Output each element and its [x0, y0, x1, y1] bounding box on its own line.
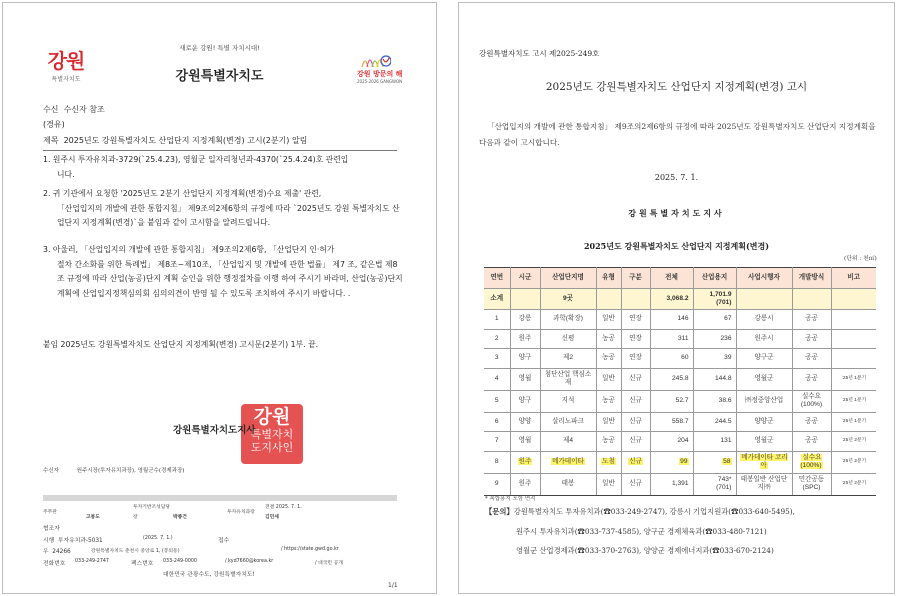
- table-title: 2025년도 강원특별자치도 산업단지 지정계획(변경): [583, 241, 770, 251]
- paragraph-3-rest: 절차 간소화를 위한 특례법」 제8조~제10조, 「산업입지 및 개발에 관한 법률」 제7 조, 같은법 제8조 규정에 따라 산업(농공)단지 계획 승인을 위한 행정절차를 이행 하여 주시기 바라며, 산업(농공)단지 계획에 산업입지정책심의회 심의의견이 반영 될 수 있도록 조치하여 주시기 바랍니다. .: [57, 259, 403, 298]
- head-label-2: 장: [133, 515, 138, 520]
- cell-industrial-value: 743*: [717, 476, 732, 483]
- paragraph-2-rest: 「산업입지의 개발에 관한 통합지침」 제9조의2제6항의 규정에 따라 `2025년도 강원 특별자치도 산업단지 지정계획(변경)`을 붙임과 같이 고시함을 알려드립니다.: [57, 203, 400, 227]
- recipient-line: [43, 104, 105, 115]
- cell-kind: 연장: [621, 349, 650, 369]
- highlighted-text: 메가데이타: [552, 458, 584, 465]
- seal-line-2: 특별자치: [250, 428, 294, 441]
- cell-operator: [736, 451, 792, 473]
- cell-method: [792, 451, 831, 473]
- cell-city: 양구: [510, 349, 540, 369]
- cell-city: 양구: [510, 390, 540, 412]
- cell-operator: 양구군: [736, 349, 792, 369]
- cell-no: 1: [484, 310, 510, 330]
- cell-total: 52.7: [650, 390, 693, 412]
- cell-method: 실수요 (100%): [792, 390, 831, 412]
- cell-industrial: 131: [693, 432, 736, 452]
- cell-name: 살리노파크: [540, 412, 596, 432]
- cell-total: 1,391: [650, 473, 693, 495]
- cell-city: 원주: [510, 473, 540, 495]
- highlighted-text: 메가데이타 코리아: [741, 454, 788, 469]
- logo-caption: 2025-2026 GANGWON: [357, 79, 403, 84]
- recipient-value: 수신자 참조: [63, 105, 105, 114]
- cell-industrial: 236: [693, 329, 736, 349]
- contact-line-2: 원주시 투자유치과(☎033-737-4585), 양구군 경제체육과(☎033-480-7121): [516, 527, 767, 536]
- logo-badge: 강원 방문의 해: [357, 70, 403, 78]
- cell-name: 제4: [540, 432, 596, 452]
- address-line: [43, 546, 71, 555]
- table-row: [484, 473, 876, 495]
- email-link[interactable]: / kyd7660@korea.kr: [225, 559, 274, 564]
- cell-total: 558.7: [650, 412, 693, 432]
- contact-line-3: 영월군 산업경제과(☎033-370-2763), 양양군 경제에너지과(☎033-670-2124): [516, 546, 774, 555]
- paragraph-1-rest: 니다.: [57, 169, 75, 179]
- visit-year-logo-icon: [353, 53, 403, 87]
- website-link[interactable]: / https://state.gwd.go.kr: [281, 547, 339, 552]
- highlighted-text: 신규: [629, 458, 642, 465]
- cell-name: 과학(확장): [540, 310, 596, 330]
- cell-note: `25년 1분기: [831, 368, 876, 390]
- via-line: (경유): [43, 120, 65, 129]
- cell-operator: 영월군: [736, 432, 792, 452]
- table-row: [484, 390, 876, 412]
- cell-total: 60: [650, 349, 693, 369]
- cell-kind: [621, 451, 650, 473]
- cell-total: [650, 451, 693, 473]
- cell-type: 일반: [596, 368, 621, 390]
- cell-name: 제2: [540, 349, 596, 369]
- cell-note: `25년 2분기: [831, 473, 876, 495]
- highlighted-text: 원주: [518, 458, 532, 465]
- receivers-line: [43, 466, 184, 474]
- cell-operator: 원주시: [736, 329, 792, 349]
- header-operator: 사업시행자: [736, 268, 792, 289]
- phone-number: 033-249-2747: [75, 559, 109, 564]
- cell-industrial-sub: (701): [716, 484, 732, 491]
- governor-title: 강원특별자치도지사: [628, 208, 725, 218]
- highlighted-text: 실수요 (100%): [800, 454, 822, 469]
- cell-city: 영월: [510, 432, 540, 452]
- cell-name: 지석: [540, 390, 596, 412]
- page-number: 1/1: [388, 582, 398, 589]
- header-industrial-land: 산업용지: [693, 268, 736, 289]
- cell-type: 농공: [596, 432, 621, 452]
- phone-label: 전화번호: [43, 561, 66, 567]
- table-row: [484, 432, 876, 452]
- cell-industrial: [693, 473, 736, 495]
- header-city: 시군: [510, 268, 540, 289]
- header-dev-method: 개발방식: [792, 268, 831, 289]
- cell-note: [831, 310, 876, 330]
- table-row: [484, 310, 876, 330]
- drafter-name: 고봉도: [86, 515, 100, 520]
- head-label: 투자기반조성담당: [133, 505, 171, 510]
- highlighted-text: 58: [723, 458, 731, 465]
- table-header-row: [484, 268, 876, 289]
- receivers-value: 원주시장(투자유치과장), 영월군수(경제과장): [76, 468, 185, 474]
- cell-no: 8: [484, 451, 510, 473]
- head-name: 박종건: [173, 515, 187, 520]
- cell-kind: 신규: [621, 473, 650, 495]
- cell-note: `25년 1분기: [831, 412, 876, 432]
- cell-city: 원주: [510, 329, 540, 349]
- seal-line-3: 도지사인: [250, 441, 294, 454]
- contact-text-1: 강원특별자치도 투자유치과(☎033-249-2747), 강릉시 기업지원과(☎033-640-5495),: [513, 507, 795, 516]
- cell-operator: 양양군: [736, 412, 792, 432]
- cell-method: 공공: [792, 349, 831, 369]
- cell-note: `25년 2분기: [831, 432, 876, 452]
- cell-name: 태봉: [540, 473, 596, 495]
- cell-industrial: 144.8: [693, 368, 736, 390]
- subject-label: 제목: [43, 136, 59, 145]
- attachment-line: 붙임 2025년도 강원특별자치도 산업단지 지정계획(변경) 고시문(2분기) 1부. 끝.: [43, 340, 319, 349]
- postal-label: 우: [43, 549, 49, 555]
- contact-line-1: [485, 507, 795, 517]
- cell-method: 민간공동 (SPC): [792, 473, 831, 495]
- cell-industrial: 244.5: [693, 412, 736, 432]
- cell-method: 공공: [792, 432, 831, 452]
- cell-type: [596, 451, 621, 473]
- table-row: [484, 329, 876, 349]
- cell-city: [510, 451, 540, 473]
- paragraph-2-line1: 2. 귀 기관에서 요청한 '2025년도 2분기 산업단지 지정계획(변경)수요 제출' 관련,: [43, 189, 322, 198]
- cell-total: 146: [650, 310, 693, 330]
- cell-method: 공공: [792, 329, 831, 349]
- empty-cell: [736, 289, 792, 310]
- empty-cell: [510, 289, 540, 310]
- cell-no: 3: [484, 349, 510, 369]
- org-title: 강원특별자치도: [175, 69, 264, 84]
- cell-no: 5: [484, 390, 510, 412]
- notice-title: 2025년도 강원특별자치도 산업단지 지정계획(변경) 고시: [545, 81, 808, 93]
- table-row: [484, 368, 876, 390]
- subtotal-industrial-value: 1,701.9: [709, 291, 732, 298]
- empty-cell: [621, 289, 650, 310]
- header-no: 연번: [484, 268, 510, 289]
- subtotal-total: 3,068.2: [650, 289, 693, 310]
- receipt-label: 접수: [218, 538, 230, 544]
- recipient-label: 수신: [43, 105, 59, 114]
- final-approval: 전결 2025. 7. 1.: [265, 505, 302, 510]
- slogan: 새로운 강원! 특별 자치시대!: [179, 44, 260, 52]
- cell-kind: 연장: [621, 329, 650, 349]
- seal-line-1: 강원: [253, 406, 291, 428]
- cell-operator: 영월군: [736, 368, 792, 390]
- cell-operator: 강릉시: [736, 310, 792, 330]
- cell-method: 공공: [792, 412, 831, 432]
- cooperator-label: 협조자: [43, 526, 60, 532]
- drafter-label: 주무관: [43, 510, 57, 515]
- enforce-number: 투자유치과-5031: [57, 538, 103, 544]
- cell-no: 7: [484, 432, 510, 452]
- enforce-label: 시행: [43, 538, 55, 544]
- cell-total: 245.8: [650, 368, 693, 390]
- cell-operator: ㈜정중앙산업: [736, 390, 792, 412]
- cell-type: 일반: [596, 412, 621, 432]
- arches-icon: [361, 53, 391, 67]
- cell-city: 영월: [510, 368, 540, 390]
- cell-kind: 신규: [621, 390, 650, 412]
- fax-number: 033-249-0000: [163, 559, 197, 564]
- table-footnote: * 복합용지 포함 면적: [485, 496, 536, 502]
- signer: 강원특별자치도지사: [173, 425, 256, 436]
- subject-text: 2025년도 강원특별자치도 산업단지 지정계획(변경) 고시(2분기) 알림: [63, 136, 308, 145]
- motto: 대한민국 관광수도, 강원특별자치도!: [163, 572, 255, 578]
- paragraph-2: [43, 187, 403, 231]
- unit-label: (단위 : 천㎡): [844, 256, 877, 262]
- subtotal-industrial-sub: (701): [716, 299, 732, 306]
- fax-label: 팩스번호: [131, 561, 154, 567]
- empty-cell: [596, 289, 621, 310]
- notice-intro: 「산업입지의 개발에 관한 통합지침」 제9조의2제6항의 규정에 따라 2025년도 강원특별자치도 산업단지 지정계획을 다음과 같이 고시합니다.: [479, 122, 876, 147]
- cell-note: [831, 349, 876, 369]
- empty-cell: [792, 289, 831, 310]
- header-kind: 구분: [621, 268, 650, 289]
- cell-kind: 신규: [621, 368, 650, 390]
- cell-kind: 신규: [621, 432, 650, 452]
- cell-method: 공공: [792, 310, 831, 330]
- logo-sub-text: 특별자치도: [51, 76, 81, 83]
- cell-industrial: [693, 451, 736, 473]
- paragraph-1-line1: 1. 원주시 투자유치과-3729(`25.4.23), 영월군 일자리청년과-4370(`25.4.24)호 관련입: [43, 155, 349, 164]
- cell-kind: 신규: [621, 412, 650, 432]
- cell-type: 농공: [596, 349, 621, 369]
- cell-kind: 연장: [621, 310, 650, 330]
- cell-total: 204: [650, 432, 693, 452]
- cell-industrial: 38.6: [693, 390, 736, 412]
- subtotal-count: 9곳: [540, 289, 596, 310]
- footer-divider: [43, 495, 397, 501]
- notice-number: 강원특별자치도 고시 제2025-249호: [479, 49, 600, 58]
- subtotal-industrial: [693, 289, 736, 310]
- director-label: 투자유치과장: [227, 510, 255, 515]
- address: 강원특별자치도 춘천시 중앙로 1, (봉의동): [91, 549, 180, 554]
- cell-no: 2: [484, 329, 510, 349]
- cell-city: 양양: [510, 412, 540, 432]
- enforce-date: (2025. 7. 1.): [143, 536, 173, 541]
- table-row-highlighted: [484, 451, 876, 473]
- disclosure-status: / 대국민 공개: [315, 561, 343, 566]
- empty-cell: [831, 289, 876, 310]
- cell-industrial: 39: [693, 349, 736, 369]
- paragraph-1: [43, 153, 403, 182]
- highlighted-text: 도첨: [602, 458, 615, 465]
- cell-method: 공공: [792, 368, 831, 390]
- director-name: 김민세: [265, 515, 279, 520]
- industrial-complex-table: [484, 267, 876, 496]
- header-total: 전체: [650, 268, 693, 289]
- notice-date: 2025. 7. 1.: [654, 173, 699, 182]
- cell-name: 첨단산업 핵심소재: [540, 368, 596, 390]
- cell-note: `25년 2분기: [831, 451, 876, 473]
- cell-no: 9: [484, 473, 510, 495]
- cell-no: 4: [484, 368, 510, 390]
- header-type: 유형: [596, 268, 621, 289]
- highlighted-text: 99: [680, 458, 688, 465]
- header-note: 비고: [831, 268, 876, 289]
- table-row: [484, 349, 876, 369]
- cell-note: `25년 1분기: [831, 390, 876, 412]
- paragraph-3: [43, 243, 403, 301]
- enforce-line: [43, 535, 103, 544]
- paragraph-3-line1: 3. 아울러, 「산업입지의 개발에 관한 통합지침」 제9조의2제6항, 「산업단지 인·허가: [43, 245, 335, 254]
- cell-name: [540, 451, 596, 473]
- cell-name: 신평: [540, 329, 596, 349]
- notice-page: [458, 2, 895, 594]
- cell-industrial: 67: [693, 310, 736, 330]
- postal-code: 24266: [52, 549, 71, 555]
- cell-type: 일반: [596, 473, 621, 495]
- cell-type: 농공: [596, 390, 621, 412]
- cell-city: 강릉: [510, 310, 540, 330]
- subtotal-label: 소계: [484, 289, 510, 310]
- cell-type: 일반: [596, 310, 621, 330]
- official-letter-page: [2, 2, 437, 594]
- cell-type: 농공: [596, 329, 621, 349]
- cell-no: 6: [484, 412, 510, 432]
- table-row: [484, 412, 876, 432]
- cell-note: [831, 329, 876, 349]
- receivers-label: 수신자: [43, 468, 59, 474]
- subject-line: [43, 135, 397, 151]
- cell-operator: 태봉일반 산업단지㈜: [736, 473, 792, 495]
- subtotal-row: [484, 289, 876, 310]
- contact-label: 【문의】: [485, 507, 514, 516]
- logo-main-text: 강원: [47, 49, 85, 73]
- cell-total: 311: [650, 329, 693, 349]
- header-complex-name: 산업단지명: [540, 268, 596, 289]
